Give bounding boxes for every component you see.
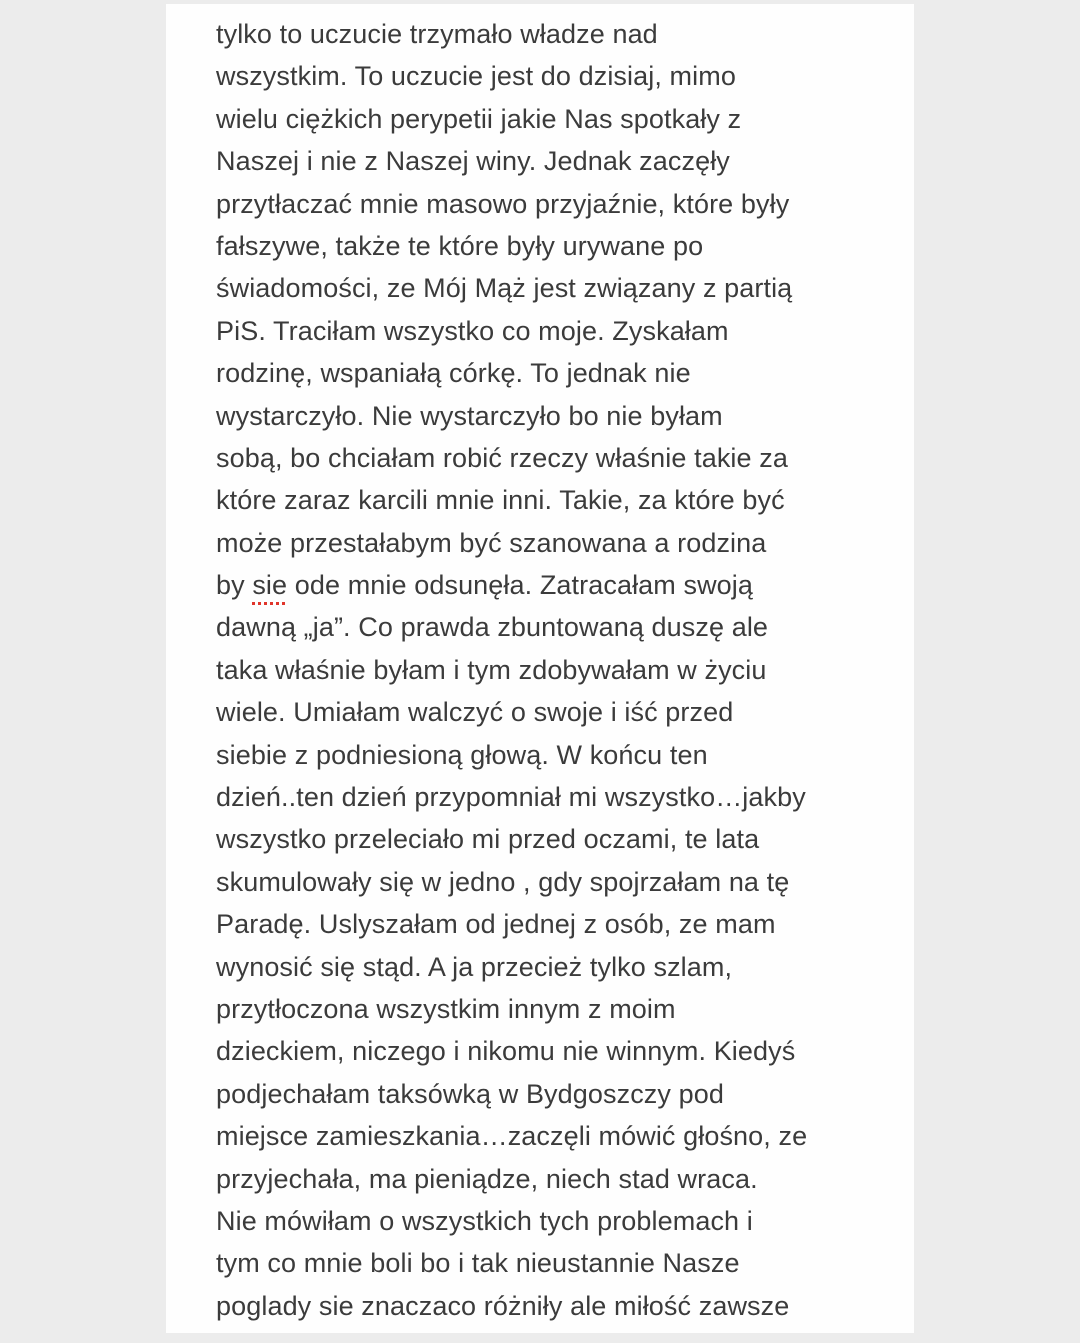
text-line-27: miejsce zamieszkania…zaczęli mówić głośno, ze xyxy=(216,1121,808,1152)
text-line-14 xyxy=(216,564,906,606)
text-line-5: przytłaczać mnie masowo przyjaźnie, które były xyxy=(216,188,790,219)
text-line-13: może przestałabym być szanowana a rodzina xyxy=(216,527,767,558)
text-line-15: dawną „ja”. Co prawda zbuntowaną duszę ale xyxy=(216,612,769,643)
text-line-31: poglady sie znaczaco różniły ale miłość zawsze xyxy=(216,1290,790,1321)
text-line-6: fałszywe, także te które były urywane po xyxy=(216,230,704,261)
text-line-21: skumulowały się w jedno , gdy spojrzałam na tę xyxy=(216,866,790,897)
text-line-26: podjechałam taksówką w Bydgoszczy pod xyxy=(216,1078,724,1109)
text-line-16: taka właśnie byłam i tym zdobywałam w życiu xyxy=(216,654,767,685)
text-line-1: tylko to uczucie trzymało władze nad xyxy=(216,19,658,49)
text-line-10: wystarczyło. Nie wystarczyło bo nie byłam xyxy=(216,400,723,431)
text-line-11: sobą, bo chciałam robić rzeczy właśnie takie za xyxy=(216,442,788,473)
text-line-20: wszystko przeleciało mi przed oczami, te lata xyxy=(216,824,760,855)
text-line-22: Paradę. Uslyszałam od jednej z osób, ze mam xyxy=(216,909,776,940)
text-line-23: wynosić się stąd. A ja przecież tylko szlam, xyxy=(216,951,733,982)
text-line-25: dzieckiem, niczego i nikomu nie winnym. Kiedyś xyxy=(216,1036,796,1067)
text-line-3: wielu ciężkich perypetii jakie Nas spotkały z xyxy=(216,103,742,134)
text-line-12: które zaraz karcili mnie inni. Takie, za które być xyxy=(216,485,785,516)
line-14-before: by xyxy=(216,570,253,601)
spellcheck-flagged-word[interactable]: sie xyxy=(252,570,288,601)
text-line-24: przytłoczona wszystkim innym z moim xyxy=(216,993,676,1024)
text-line-8: PiS. Traciłam wszystko co moje. Zyskałam xyxy=(216,315,729,346)
text-line-2: wszystkim. To uczucie jest do dzisiaj, mimo xyxy=(216,61,736,92)
text-line-28: przyjechała, ma pieniądze, niech stad wraca. xyxy=(216,1163,758,1194)
text-line-30: tym co mnie boli bo i tak nieustannie Nasze xyxy=(216,1248,740,1279)
text-line-7: świadomości, ze Mój Mąż jest związany z partią xyxy=(216,273,793,304)
text-line-29: Nie mówiłam o wszystkich tych problemach i xyxy=(216,1205,753,1236)
text-line-19: dzień..ten dzień przypomniał mi wszystko…jakby xyxy=(216,782,806,813)
text-line-18: siebie z podniesioną głową. W końcu ten xyxy=(216,739,708,770)
document-page xyxy=(166,4,914,1333)
text-line-4: Naszej i nie z Naszej winy. Jednak zaczęły xyxy=(216,146,730,177)
text-line-17: wiele. Umiałam walczyć o swoje i iść przed xyxy=(216,697,734,728)
document-text[interactable] xyxy=(216,13,906,1327)
text-line-9: rodzinę, wspaniałą córkę. To jednak nie xyxy=(216,358,691,389)
line-14-after: ode mnie odsunęła. Zatracałam swoją xyxy=(287,570,753,601)
